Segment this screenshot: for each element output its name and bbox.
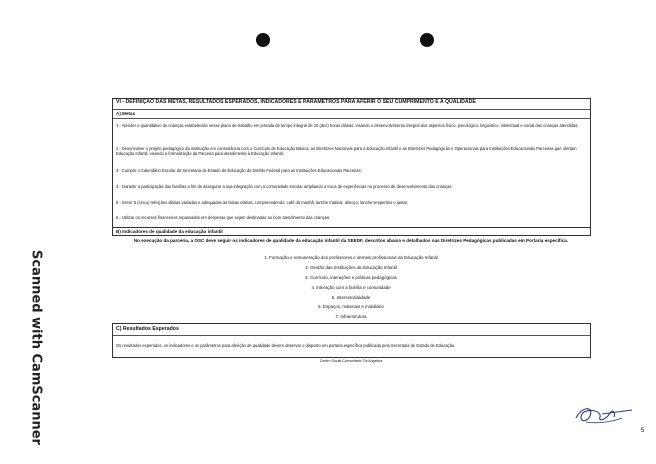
resultados-box (112, 323, 591, 358)
resultados-text: Os resultados esperados, os indicadores e os parâmetros para aferição de qualidade devem observar o disposto em portaria específica publicada pela Secretaria de Estado de Educação. (116, 343, 456, 348)
resultados-title: C) Resultados Esperados (113, 324, 590, 336)
indicador-item: 4. Interação com a família e comunidade (311, 285, 391, 290)
indicador-item: 7. Infraestrutura (335, 314, 367, 319)
indicadores-title: B) Indicadores de qualidade da educação infantil (112, 227, 591, 236)
punch-hole-right (420, 33, 434, 47)
scanner-watermark: Scanned with CamScanner (28, 250, 44, 445)
footer-institution: Centro Social Comunitário Tia Angelina (319, 359, 383, 363)
indicador-item: 2. Gestão das Instituições de Educação Infantil (305, 265, 397, 270)
meta-item: 1 - Atender o quantitativo de crianças estabelecido nesse plano de trabalho em jornada de tempo integral de 10 (dez) horas diárias, visando o desenvolvimento integral dos aspectos físico, psicológico, linguístico, intelectual e social das crianças atendidas; (116, 123, 579, 128)
indicador-item: 5. Intersetorialidade (331, 295, 371, 300)
indicador-item: 6. Espaços, materiais e mobiliário (318, 304, 384, 309)
page-number: 5 (641, 428, 645, 434)
indicadores-note: No execução da parceria, a OSC deve seguir os indicadores de qualidade da educação infantil da SEEDF, descritos abaixo e detalhados nas Diretrizes Pedagógicas publicadas em Portaria específica. (133, 238, 569, 243)
metas-table (112, 98, 591, 234)
meta-item: 2 - Desenvolver o projeto pedagógico da instituição em consonância com o Currículo de Educação Básica, as Diretrizes Nacionais para a Educação Infantil e as Diretrizes Pedagógicas e Operacionais para Instituições Educacionais Parceiras que ofertam Educação Infantil, visando a formalização da Parceria para atendimento à Educação Infantil; (116, 146, 577, 156)
meta-item: 4 - Garantir a participação das famílias a fim de assegurar a sua integração com a comunidade escolar ampliando a troca de experiências no processo de desenvolvimento das crianças; (116, 184, 453, 189)
meta-item: 5 - Servir 5 (cinco) refeições diárias variadas e adequadas às faixas etárias, compreendendo: café da manhã, lanche matinal, almoço, lanche vespertino e jantar; (116, 200, 409, 205)
metas-title: A) Metas (113, 110, 590, 119)
indicador-item: 3. Currículo, interações e práticas pedagógicas (305, 275, 397, 280)
punch-hole-left (256, 33, 270, 47)
meta-item: 6 - Utilizar os recursos financeiros repassados em despesas que sejam destinadas ao bom atendimento das crianças. (116, 215, 331, 220)
meta-item: 3 - Cumprir o Calendário Escolar da Secretaria de Estado de Educação do Distrito Federal para as Instituições Educacionais Parceiras; (116, 168, 362, 173)
indicador-item: 1. Formação e remuneração dos professores e demais profissionais da Educação Infantil (264, 255, 438, 260)
section-header: VI - DEFINIÇÃO DAS METAS, RESULTADOS ESPERADOS, INDICADORES E PARÂMETROS PARA AFERIR O SEU CUMPRIMENTO E A QUALIDADE (113, 99, 590, 110)
signature (572, 404, 634, 426)
